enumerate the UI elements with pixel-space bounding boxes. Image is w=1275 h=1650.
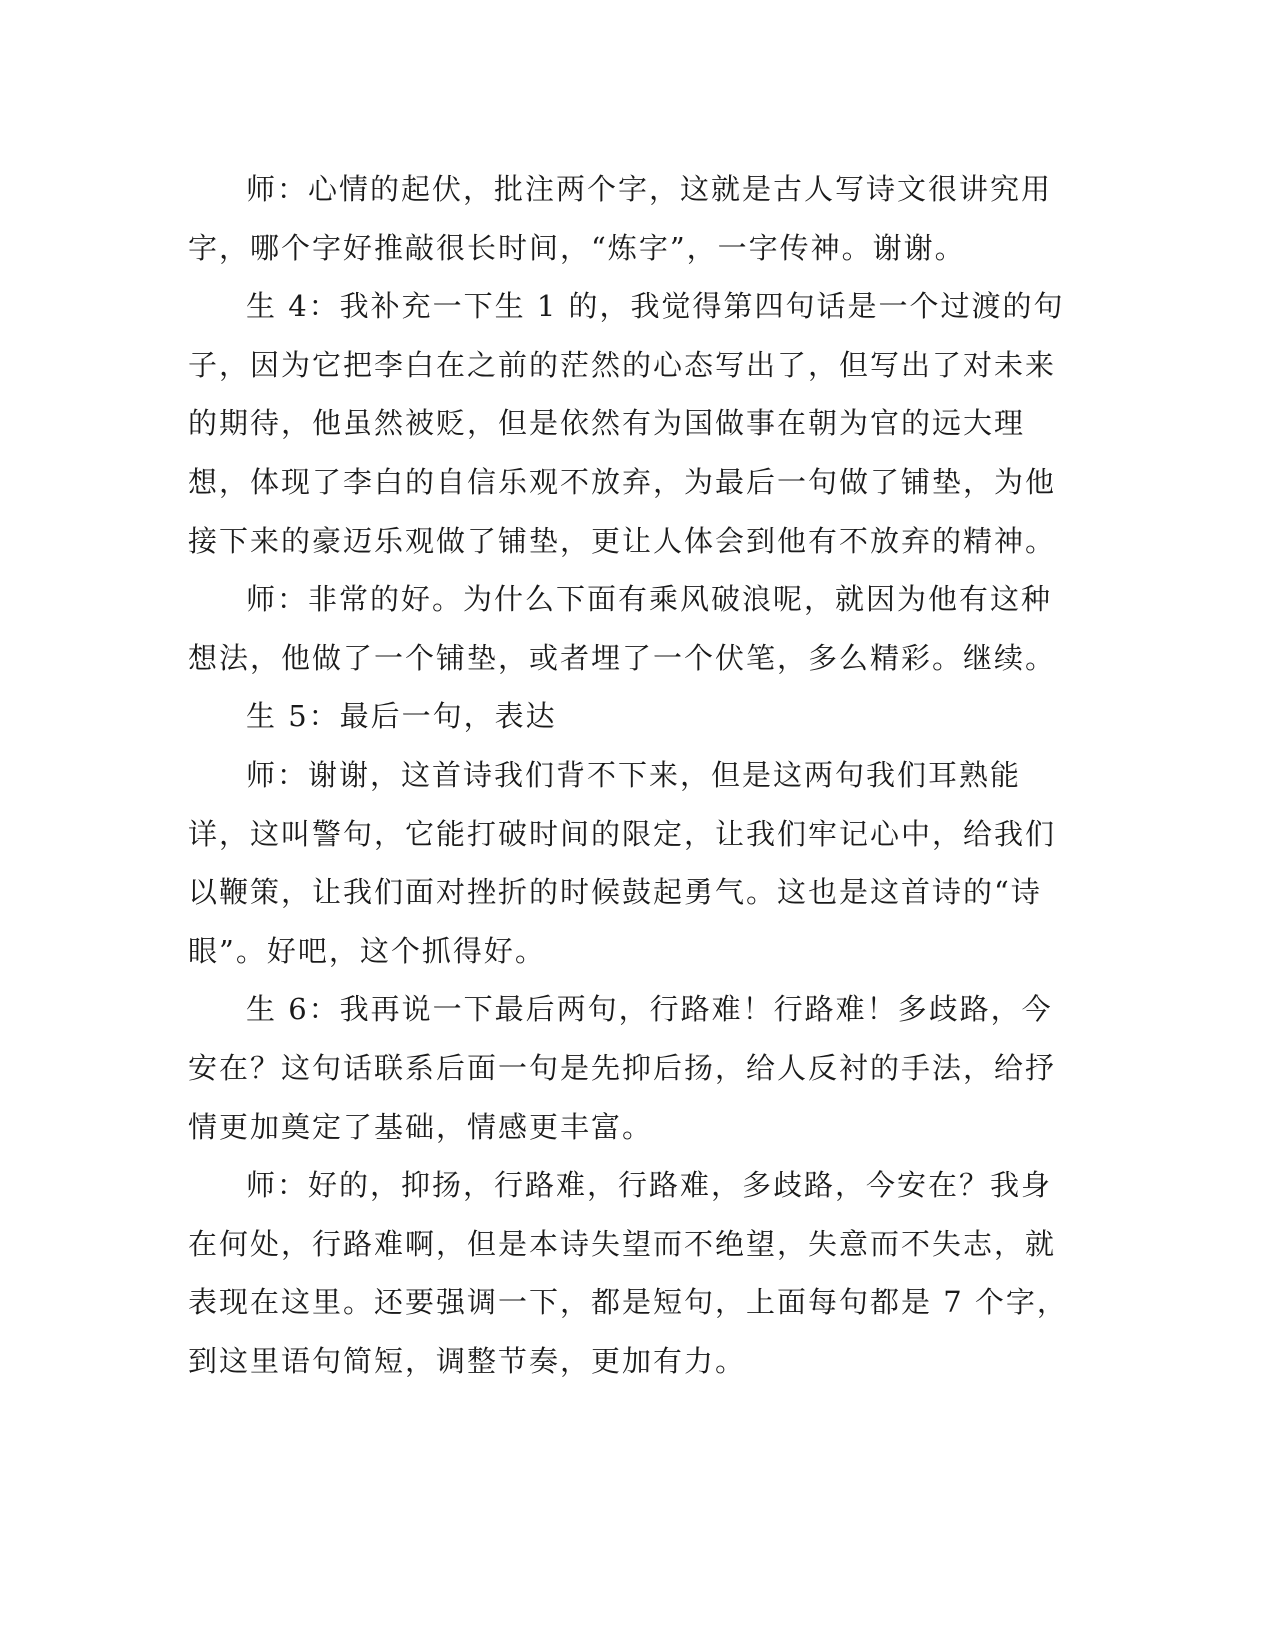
paragraph-student-5: 生 5：最后一句，表达 [246, 699, 557, 734]
document-body [188, 160, 1068, 1390]
paragraph-teacher-1: 师：心情的起伏，批注两个字，这就是古人写诗文很讲究用字，哪个字好推敲很长时间，“炼字”，一字传神。谢谢。 [188, 172, 1053, 265]
paragraph-student-4: 生 4：我补充一下生 1 的，我觉得第四句话是一个过渡的句子，因为它把李白在之前的茫然的心态写出了，但写出了对未来的期待，他虽然被贬，但是依然有为国做事在朝为官的远大理想，体现了李白的自信乐观不放弃，为最后一句做了铺垫，为他接下来的豪迈乐观做了铺垫，更让人体会到他有不放弃的精神。 [188, 289, 1065, 558]
paragraph-teacher-4: 师：好的，抑扬，行路难，行路难，多歧路，今安在？我身在何处，行路难啊，但是本诗失望而不绝望，失意而不失志，就表现在这里。还要强调一下，都是短句，上面每句都是 7 个字，到这里语句简短，调整节奏，更加有力。 [188, 1168, 1068, 1378]
paragraph-teacher-2: 师：非常的好。为什么下面有乘风破浪呢，就因为他有这种想法，他做了一个铺垫，或者埋了一个伏笔，多么精彩。继续。 [188, 582, 1057, 675]
paragraph-teacher-3: 师：谢谢，这首诗我们背不下来，但是这两句我们耳熟能详，这叫警句，它能打破时间的限定，让我们牢记心中，给我们以鞭策，让我们面对挫折的时候鼓起勇气。这也是这首诗的“诗眼”。好吧，这个抓得好。 [188, 757, 1057, 968]
paragraph-student-6: 生 6：我再说一下最后两句，行路难！行路难！多歧路，今安在？这句话联系后面一句是先抑后扬，给人反衬的手法，给抒情更加奠定了基础，情感更丰富。 [188, 992, 1057, 1144]
